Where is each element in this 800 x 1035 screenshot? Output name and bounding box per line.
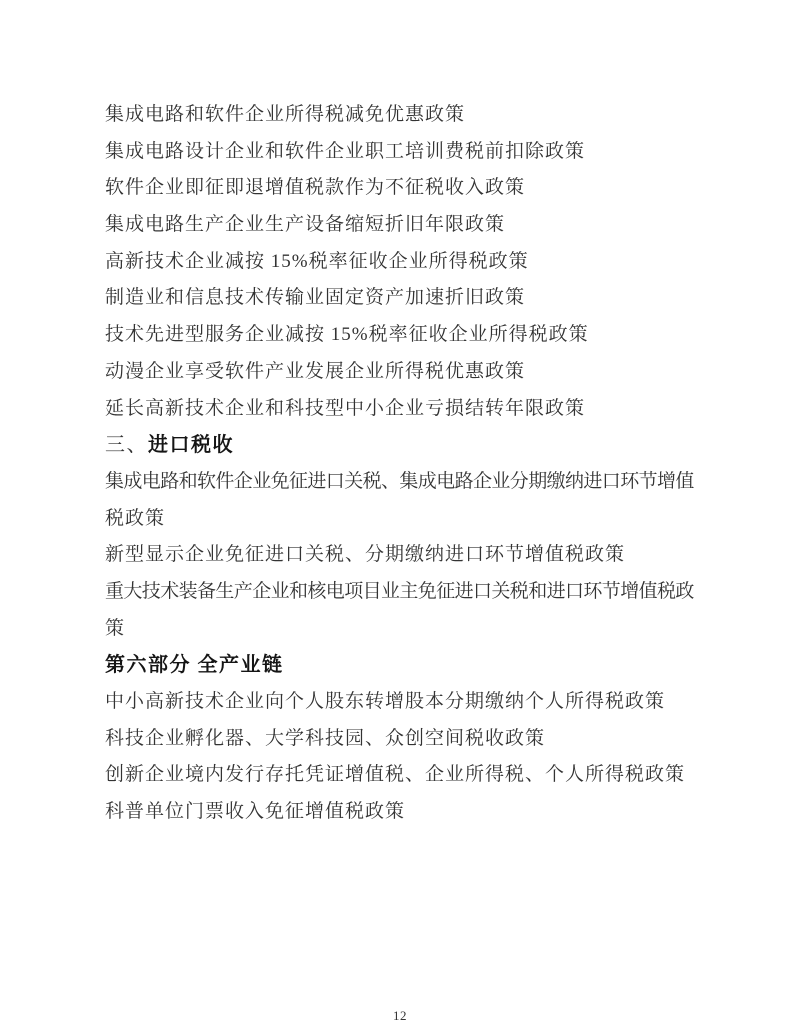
line-text: 重大技术装备生产企业和核电项目业主免征进口关税和进口环节增值税政	[105, 580, 694, 602]
line-text: 软件企业即征即退增值税款作为不征税收入政策	[105, 177, 526, 199]
toc-line	[105, 684, 705, 721]
toc-line	[105, 464, 705, 501]
line-text: 动漫企业享受软件产业发展企业所得税优惠政策	[105, 360, 526, 382]
line-text: 集成电路设计企业和软件企业职工培训费税前扣除政策	[105, 140, 586, 162]
toc-line	[105, 207, 705, 244]
toc-line	[105, 501, 705, 538]
line-text: 策	[105, 617, 126, 639]
document-body	[105, 97, 705, 831]
section-heading	[105, 647, 705, 684]
heading-text: 第六部分 全产业链	[105, 654, 284, 677]
line-text: 中小高新技术企业向个人股东转增股本分期缴纳个人所得税政策	[105, 691, 666, 712]
toc-line	[105, 170, 705, 207]
line-text: 集成电路和软件企业所得税减免优惠政策	[105, 104, 466, 125]
line-text: 技术先进型服务企业减按 15%税率征收企业所得税政策	[105, 324, 589, 346]
line-text: 制造业和信息技术传输业固定资产加速折旧政策	[105, 287, 526, 309]
line-text: 集成电路生产企业生产设备缩短折旧年限政策	[105, 214, 506, 236]
toc-line	[105, 134, 705, 171]
toc-line	[105, 721, 705, 758]
toc-line	[105, 280, 705, 317]
toc-line	[105, 537, 705, 574]
line-text: 创新企业境内发行存托凭证增值税、企业所得税、个人所得税政策	[105, 764, 686, 786]
toc-line	[105, 244, 705, 281]
line-text: 科普单位门票收入免征增值税政策	[105, 801, 406, 823]
line-text: 税政策	[105, 507, 166, 529]
toc-line	[105, 611, 705, 648]
toc-line	[105, 317, 705, 354]
line-text: 高新技术企业减按 15%税率征收企业所得税政策	[105, 250, 529, 272]
toc-line	[105, 757, 705, 794]
section-heading	[105, 427, 705, 464]
line-text: 集成电路和软件企业免征进口关税、集成电路企业分期缴纳进口环节增值	[105, 470, 694, 492]
line-text: 延长高新技术企业和科技型中小企业亏损结转年限政策	[105, 397, 586, 419]
line-text: 科技企业孵化器、大学科技园、众创空间税收政策	[105, 727, 546, 749]
toc-line	[105, 391, 705, 428]
toc-line	[105, 354, 705, 391]
page-number: 12	[393, 1008, 407, 1023]
heading-text: 进口税收	[148, 434, 234, 457]
toc-line	[105, 97, 705, 134]
toc-line	[105, 574, 705, 611]
line-text: 新型显示企业免征进口关税、分期缴纳进口环节增值税政策	[105, 544, 626, 566]
heading-prefix: 三、	[105, 434, 148, 457]
toc-line	[105, 794, 705, 831]
